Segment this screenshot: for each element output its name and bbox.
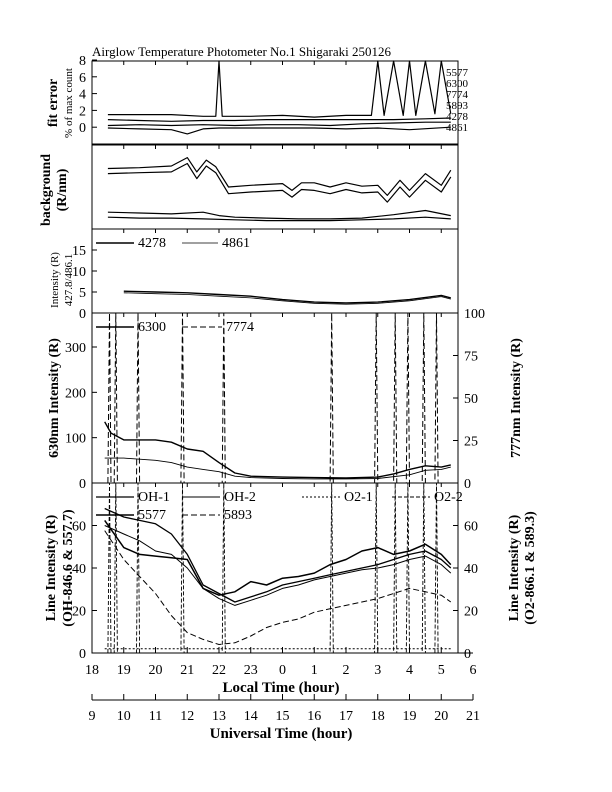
local-time-tick-label: 2	[342, 663, 350, 678]
fit-error-series-line	[108, 118, 451, 121]
intensity-427-ytick-label: 5	[79, 286, 86, 301]
intensity-630-ytick-label: 300	[65, 341, 86, 356]
intensity-630-ytick-label: 0	[79, 477, 86, 492]
intensity-630-ytick-label: 200	[65, 386, 86, 402]
line-intensity-ytick-label: 20	[72, 604, 86, 620]
fit-error-legend-label: 5577	[446, 67, 468, 79]
universal-time-axis-label: Universal Time (hour)	[209, 726, 353, 742]
fit-error-ytick-label: 0	[79, 121, 86, 137]
fit-error-series-line	[108, 61, 451, 117]
legend-o2-2-label: O2-2	[434, 490, 463, 505]
local-time-tick-label: 20	[148, 663, 163, 678]
figure-title: Airglow Temperature Photometer No.1 Shigaraki 250126	[92, 44, 391, 59]
fit-error-legend-label: 7774	[446, 89, 468, 101]
local-time-tick-label: 6	[469, 663, 477, 678]
local-time-tick-label: 23	[243, 663, 258, 678]
line-intensity-right-ytick-label: 40	[464, 562, 478, 577]
intensity-777-ytick-label: 0	[464, 477, 471, 492]
line-intensity-right-ytick-label: 0	[464, 647, 471, 662]
local-time-tick-label: 19	[116, 663, 131, 678]
intensity-427-ytick-label: 15	[72, 244, 86, 259]
chart-marks	[65, 54, 485, 724]
legend-7774-label: 7774	[226, 320, 254, 335]
line-intensity-ytick-label: 40	[72, 562, 86, 577]
fit-error-ylabel-1: fit error	[46, 78, 61, 128]
local-time-tick-label: 1	[310, 663, 318, 678]
universal-time-tick-label: 20	[434, 709, 449, 724]
fit-error-legend-label: 4278	[446, 111, 468, 123]
intensity-630-ytick-label: 100	[65, 431, 86, 447]
fit-error-ylabel-2: % of max count	[63, 68, 75, 138]
intensity-630-ylabel: 630nm Intensity (R)	[47, 338, 62, 458]
series-7774-line	[108, 313, 438, 483]
universal-time-tick-label: 17	[339, 709, 353, 724]
local-time-axis-label: Local Time (hour)	[222, 680, 340, 696]
intensity-777-ytick-label: 50	[464, 392, 478, 407]
legend-5577-label: 5577	[138, 508, 166, 523]
fit-error-series-line	[108, 122, 451, 125]
fit-error-series-line	[108, 127, 451, 134]
legend-6300-label: 6300	[138, 320, 166, 335]
background-ylabel-2: (R/nm)	[55, 168, 70, 212]
local-time-tick-label: 22	[212, 663, 226, 678]
line-intensity-ylabel-left-2: (OH-846.6 & 557.7)	[61, 509, 76, 627]
line-intensity-ylabel-right-1: Line Intensity (R)	[507, 514, 522, 622]
intensity-427-series-line	[124, 293, 451, 304]
universal-time-tick-label: 10	[116, 709, 131, 724]
intensity-427-ylabel-1: Intensity (R)	[49, 252, 61, 308]
intensity-777-ytick-label: 100	[464, 307, 485, 322]
panel-630-777-frame	[92, 313, 458, 483]
legend-4861-label: 4861	[222, 236, 250, 251]
universal-time-tick-label: 21	[466, 709, 480, 724]
line-intensity-right-ytick-label: 20	[464, 604, 478, 620]
local-time-tick-label: 5	[437, 663, 445, 678]
fit-error-legend-label: 6300	[446, 78, 468, 90]
legend-o2-1-label: O2-1	[344, 490, 373, 505]
universal-time-tick-label: 11	[148, 709, 163, 724]
intensity-777-ytick-label: 25	[464, 434, 478, 450]
universal-time-tick-label: 9	[88, 709, 96, 724]
background-series-line	[108, 164, 451, 203]
legend-5893-label: 5893	[224, 508, 252, 523]
fit-error-ytick-label: 2	[79, 104, 86, 120]
series-oh-2-line	[105, 526, 451, 606]
intensity-777-ytick-label: 75	[464, 349, 478, 365]
series-6300-line	[105, 422, 451, 478]
fit-error-legend-label: 5893	[446, 100, 468, 112]
intensity-427-ylabel-2: 427.8/486.1	[63, 253, 75, 307]
intensity-777-ylabel: 777nm Intensity (R)	[509, 338, 524, 458]
local-time-tick-label: 0	[279, 663, 286, 678]
series-6300-lower-line	[105, 458, 451, 479]
universal-time-tick-label: 15	[275, 709, 290, 724]
legend-4278-label: 4278	[138, 236, 166, 251]
universal-time-tick-label: 13	[212, 709, 226, 724]
line-intensity-ylabel-left-1: Line Intensity (R)	[44, 514, 59, 622]
background-series-line	[108, 158, 451, 196]
panel-background-frame	[92, 145, 458, 229]
universal-time-tick-label: 19	[402, 709, 417, 724]
fit-error-ytick-label: 4	[79, 87, 86, 103]
local-time-tick-label: 18	[85, 663, 99, 678]
line-intensity-ytick-label: 0	[79, 647, 86, 662]
universal-time-tick-label: 16	[307, 709, 322, 724]
line-intensity-ylabel-right-2: (O2-866.1 & 589.3)	[523, 511, 538, 625]
intensity-427-ytick-label: 10	[72, 265, 86, 280]
line-intensity-ytick-label: 60	[72, 519, 86, 535]
background-ylabel-1: background	[39, 153, 54, 227]
legend-oh-1-label: OH-1	[138, 490, 170, 505]
legend-oh-2-label: OH-2	[224, 490, 256, 505]
panel-fit-error-frame	[92, 61, 458, 145]
fit-error-legend-label: 4861	[446, 122, 468, 134]
intensity-427-ytick-label: 0	[79, 307, 86, 322]
local-time-tick-label: 4	[406, 663, 413, 678]
fit-error-ytick-label: 8	[79, 54, 86, 69]
universal-time-tick-label: 12	[180, 709, 195, 724]
fit-error-ytick-label: 6	[79, 70, 86, 86]
line-intensity-right-ytick-label: 60	[464, 519, 478, 535]
local-time-tick-label: 21	[180, 663, 195, 678]
universal-time-tick-label: 14	[243, 709, 258, 724]
local-time-tick-label: 3	[374, 663, 382, 678]
universal-time-tick-label: 18	[370, 709, 385, 724]
